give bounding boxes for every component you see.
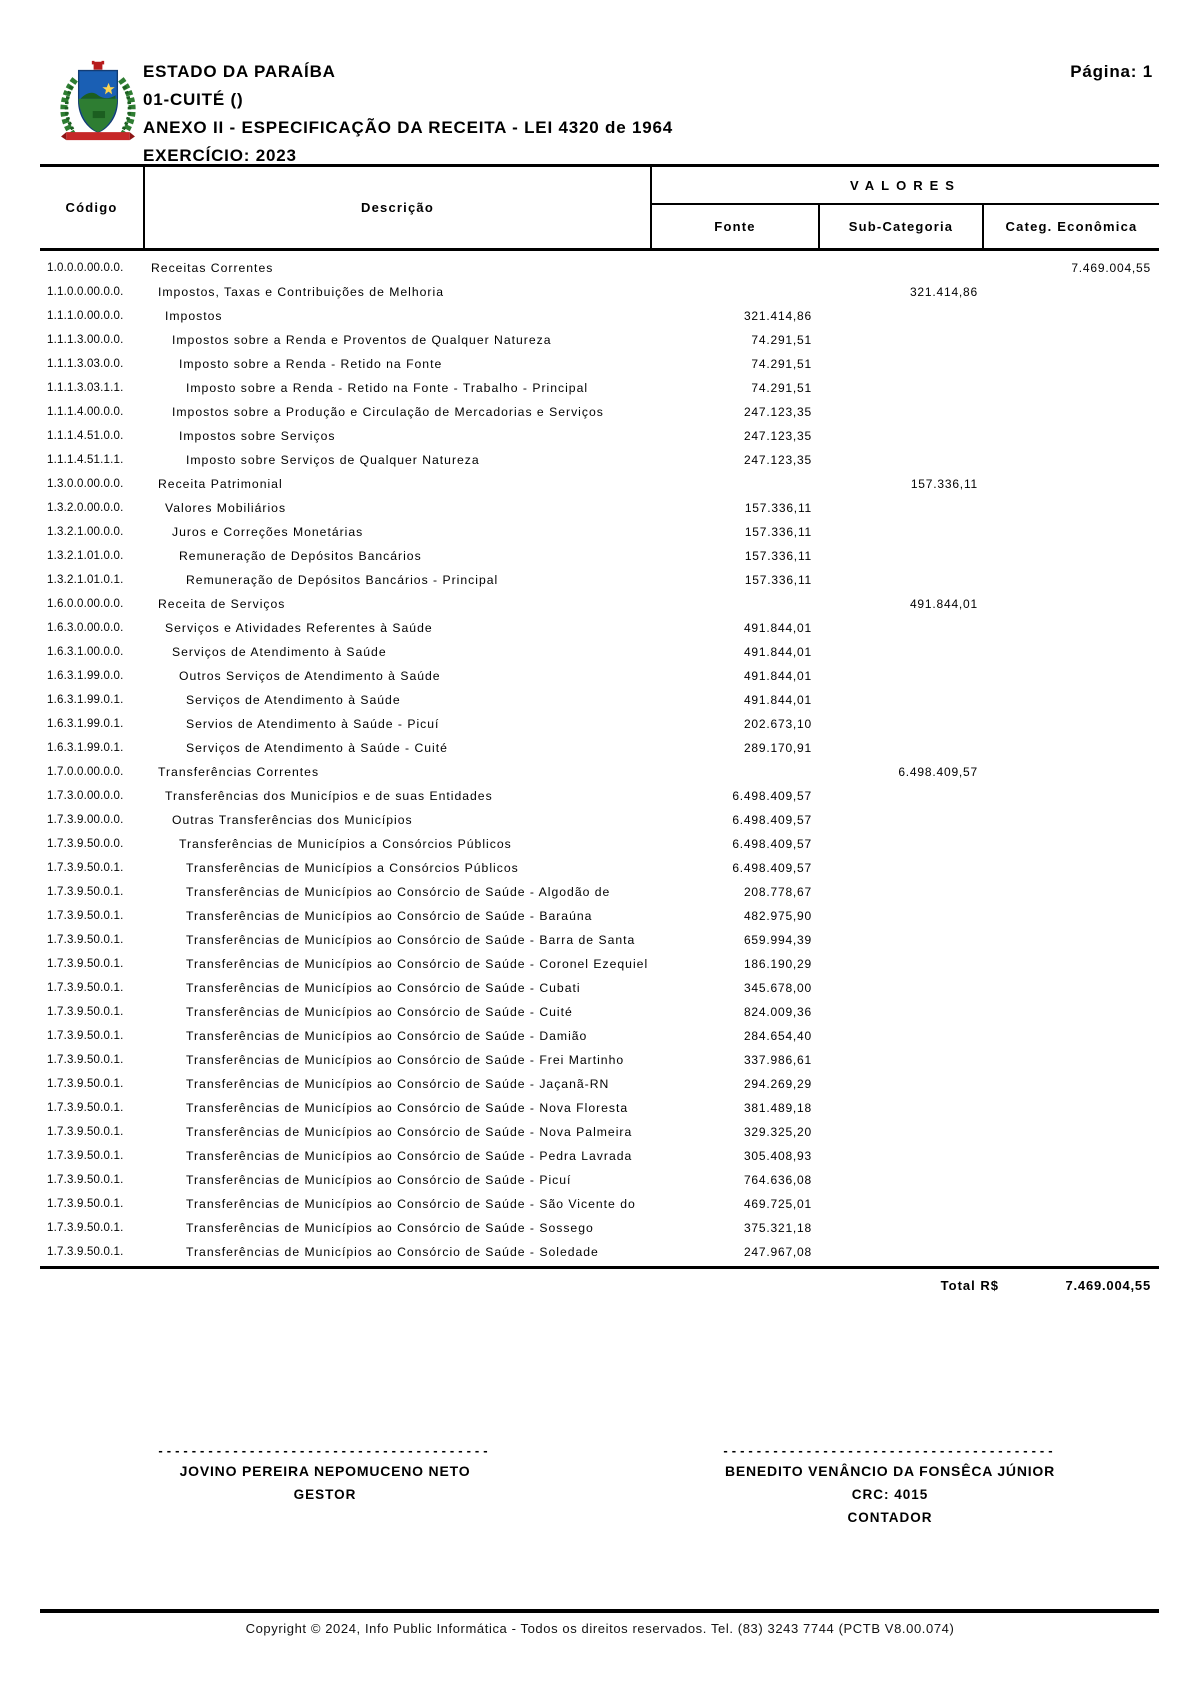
row-categ-economica	[982, 1168, 1159, 1192]
row-sub-categoria	[818, 1000, 982, 1024]
row-fonte: 247.123,35	[743, 429, 812, 443]
row-desc: Impostos sobre a Renda e Proventos de Qualquer Natureza	[172, 333, 552, 347]
signatory-crc: CRC: 4015	[851, 1487, 929, 1502]
row-fonte: 6.498.409,57	[732, 861, 812, 875]
row-fonte	[652, 280, 818, 304]
row-fonte: 247.123,35	[743, 405, 812, 419]
row-code: 1.3.2.1.01.0.1.	[47, 574, 124, 586]
row-code: 1.1.1.3.00.0.0.	[47, 334, 124, 346]
signature-line: ----------------------------------------	[158, 1443, 492, 1458]
row-sub-categoria	[818, 328, 982, 352]
row-fonte: 208.778,67	[743, 885, 812, 899]
row-fonte: 824.009,36	[743, 1005, 812, 1019]
row-categ-economica	[982, 376, 1159, 400]
row-code: 1.7.3.9.50.0.1.	[47, 1054, 124, 1066]
row-categ-economica	[982, 736, 1159, 760]
table-row	[40, 352, 1159, 376]
row-categ-economica	[982, 832, 1159, 856]
row-fonte: 289.170,91	[743, 741, 812, 755]
row-fonte: 469.725,01	[743, 1197, 812, 1211]
row-desc: Serviços de Atendimento à Saúde	[186, 693, 401, 707]
row-categ-economica	[982, 880, 1159, 904]
revenue-table	[40, 164, 1159, 1303]
row-code: 1.1.1.3.03.0.0.	[47, 358, 124, 370]
row-code: 1.6.3.0.00.0.0.	[47, 622, 124, 634]
table-row	[40, 712, 1159, 736]
row-desc: Transferências de Municípios ao Consórcio de Saúde - Barra de Santa	[186, 933, 636, 947]
row-categ-economica	[982, 448, 1159, 472]
row-code: 1.7.3.9.50.0.1.	[47, 1198, 124, 1210]
signature-line: ----------------------------------------	[723, 1443, 1057, 1458]
table-row	[40, 664, 1159, 688]
table-row	[40, 1072, 1159, 1096]
table-row	[40, 1048, 1159, 1072]
row-desc: Juros e Correções Monetárias	[172, 525, 364, 539]
table-row	[40, 400, 1159, 424]
row-code: 1.7.0.0.00.0.0.	[47, 766, 124, 778]
col-header-codigo: Código	[40, 167, 145, 248]
row-fonte: 321.414,86	[743, 309, 812, 323]
row-sub-categoria	[818, 304, 982, 328]
row-desc: Serviços de Atendimento à Saúde	[172, 645, 387, 659]
row-fonte: 157.336,11	[744, 573, 812, 587]
row-desc: Transferências de Municípios ao Consórcio de Saúde - Baraúna	[186, 909, 593, 923]
row-categ-economica	[982, 928, 1159, 952]
row-categ-economica	[982, 1072, 1159, 1096]
row-desc: Valores Mobiliários	[165, 501, 287, 515]
table-row	[40, 448, 1159, 472]
row-sub-categoria	[818, 1216, 982, 1240]
row-categ-economica	[982, 280, 1159, 304]
row-code: 1.1.1.4.51.0.0.	[47, 430, 124, 442]
row-sub-categoria	[818, 640, 982, 664]
table-row	[40, 280, 1159, 304]
row-code: 1.7.3.9.50.0.1.	[47, 1006, 124, 1018]
table-row	[40, 1096, 1159, 1120]
row-desc: Transferências de Municípios a Consórcios Públicos	[186, 861, 519, 875]
row-code: 1.7.3.9.50.0.1.	[47, 1078, 124, 1090]
row-code: 1.1.1.4.00.0.0.	[47, 406, 124, 418]
row-categ-economica	[982, 952, 1159, 976]
row-desc: Transferências dos Municípios e de suas Entidades	[165, 789, 493, 803]
row-sub-categoria	[818, 1024, 982, 1048]
table-row	[40, 976, 1159, 1000]
row-sub-categoria	[818, 712, 982, 736]
row-code: 1.7.3.9.50.0.1.	[47, 934, 124, 946]
row-desc: Transferências de Municípios ao Consórcio de Saúde - São Vicente do	[186, 1197, 636, 1211]
col-header-sub-categoria: Sub-Categoria	[818, 205, 982, 248]
row-sub-categoria	[818, 568, 982, 592]
row-categ-economica	[982, 856, 1159, 880]
row-code: 1.6.3.1.99.0.1.	[47, 718, 124, 730]
row-categ-economica	[982, 904, 1159, 928]
row-sub-categoria: 6.498.409,57	[898, 765, 978, 779]
row-categ-economica	[982, 1240, 1159, 1264]
row-sub-categoria	[818, 1096, 982, 1120]
row-fonte: 305.408,93	[743, 1149, 812, 1163]
row-fonte: 345.678,00	[743, 981, 812, 995]
row-fonte: 284.654,40	[743, 1029, 812, 1043]
row-fonte: 186.190,29	[743, 957, 812, 971]
total-row	[40, 1269, 1159, 1303]
row-sub-categoria	[818, 1120, 982, 1144]
row-fonte: 6.498.409,57	[732, 813, 812, 827]
total-value: 7.469.004,55	[1065, 1278, 1151, 1293]
row-categ-economica: 7.469.004,55	[1071, 261, 1151, 275]
report-title: ANEXO II - ESPECIFICAÇÃO DA RECEITA - LEI 4320 de 1964	[143, 118, 674, 137]
row-categ-economica	[982, 616, 1159, 640]
row-sub-categoria	[818, 664, 982, 688]
signatory-role-contador: CONTADOR	[847, 1510, 933, 1525]
table-row	[40, 1000, 1159, 1024]
row-fonte: 659.994,39	[743, 933, 812, 947]
row-categ-economica	[982, 520, 1159, 544]
row-categ-economica	[982, 472, 1159, 496]
table-row	[40, 520, 1159, 544]
row-desc: Transferências de Municípios ao Consórcio de Saúde - Sossego	[186, 1221, 594, 1235]
row-code: 1.3.2.1.00.0.0.	[47, 526, 124, 538]
report-header	[143, 58, 673, 170]
row-code: 1.1.1.3.03.1.1.	[47, 382, 124, 394]
row-code: 1.7.3.0.00.0.0.	[47, 790, 124, 802]
row-code: 1.6.3.1.00.0.0.	[47, 646, 124, 658]
table-row	[40, 424, 1159, 448]
row-sub-categoria	[818, 544, 982, 568]
table-row	[40, 304, 1159, 328]
paraiba-coat-of-arms-icon	[54, 60, 142, 148]
row-sub-categoria	[818, 376, 982, 400]
row-categ-economica	[982, 1096, 1159, 1120]
table-row	[40, 760, 1159, 784]
row-desc: Impostos	[165, 309, 223, 323]
row-sub-categoria	[818, 784, 982, 808]
table-row	[40, 1168, 1159, 1192]
table-row	[40, 616, 1159, 640]
table-row	[40, 832, 1159, 856]
exercise-year: EXERCÍCIO: 2023	[143, 146, 297, 165]
row-sub-categoria	[818, 424, 982, 448]
row-code: 1.6.3.1.99.0.1.	[47, 742, 124, 754]
row-fonte: 74.291,51	[751, 333, 812, 347]
row-fonte	[652, 472, 818, 496]
row-fonte: 294.269,29	[743, 1077, 812, 1091]
footer-rule	[40, 1609, 1159, 1613]
row-code: 1.1.0.0.00.0.0.	[47, 286, 124, 298]
row-categ-economica	[982, 496, 1159, 520]
row-sub-categoria	[818, 496, 982, 520]
table-row	[40, 376, 1159, 400]
row-desc: Imposto sobre Serviços de Qualquer Natureza	[186, 453, 480, 467]
table-row	[40, 328, 1159, 352]
table-row	[40, 1216, 1159, 1240]
row-categ-economica	[982, 1216, 1159, 1240]
row-code: 1.7.3.9.50.0.0.	[47, 838, 124, 850]
row-desc: Transferências Correntes	[158, 765, 320, 779]
signatory-role-gestor: GESTOR	[293, 1487, 357, 1502]
row-categ-economica	[982, 664, 1159, 688]
signatory-name-gestor: JOVINO PEREIRA NEPOMUCENO NETO	[179, 1463, 471, 1479]
row-categ-economica	[982, 784, 1159, 808]
table-row	[40, 1144, 1159, 1168]
row-code: 1.3.2.0.00.0.0.	[47, 502, 124, 514]
row-desc: Impostos sobre Serviços	[179, 429, 336, 443]
row-categ-economica	[982, 1000, 1159, 1024]
row-categ-economica	[982, 760, 1159, 784]
row-categ-economica	[982, 640, 1159, 664]
row-fonte: 6.498.409,57	[732, 837, 812, 851]
row-fonte: 491.844,01	[743, 621, 812, 635]
row-code: 1.1.1.4.51.1.1.	[47, 454, 124, 466]
row-desc: Transferências de Municípios ao Consórcio de Saúde - Nova Floresta	[186, 1101, 629, 1115]
row-sub-categoria	[818, 1072, 982, 1096]
col-header-fonte: Fonte	[714, 219, 756, 234]
row-categ-economica	[982, 808, 1159, 832]
row-fonte: 381.489,18	[743, 1101, 812, 1115]
row-desc: Transferências de Municípios ao Consórcio de Saúde - Cubati	[186, 981, 581, 995]
row-code: 1.7.3.9.50.0.1.	[47, 1102, 124, 1114]
row-code: 1.7.3.9.00.0.0.	[47, 814, 124, 826]
row-desc: Transferências de Municípios ao Consórcio de Saúde - Cuité	[186, 1005, 573, 1019]
row-desc: Transferências de Municípios ao Consórcio de Saúde - Soledade	[186, 1245, 599, 1259]
row-categ-economica	[982, 592, 1159, 616]
row-code: 1.7.3.9.50.0.1.	[47, 1174, 124, 1186]
row-sub-categoria	[818, 1048, 982, 1072]
row-fonte: 74.291,51	[751, 381, 812, 395]
row-desc: Transferências de Municípios ao Consórcio de Saúde - Coronel Ezequiel	[186, 957, 649, 971]
row-sub-categoria	[818, 688, 982, 712]
row-code: 1.1.1.0.00.0.0.	[47, 310, 124, 322]
row-fonte: 157.336,11	[744, 549, 812, 563]
table-header	[40, 164, 1159, 251]
table-row	[40, 928, 1159, 952]
row-categ-economica	[982, 1144, 1159, 1168]
row-fonte: 491.844,01	[743, 645, 812, 659]
row-sub-categoria: 491.844,01	[909, 597, 978, 611]
row-categ-economica	[982, 712, 1159, 736]
row-code: 1.6.3.1.99.0.1.	[47, 694, 124, 706]
row-sub-categoria	[818, 736, 982, 760]
row-fonte: 337.986,61	[743, 1053, 812, 1067]
row-categ-economica	[982, 1120, 1159, 1144]
row-code: 1.7.3.9.50.0.1.	[47, 982, 124, 994]
row-sub-categoria	[818, 1192, 982, 1216]
row-code: 1.6.0.0.00.0.0.	[47, 598, 124, 610]
row-desc: Impostos, Taxas e Contribuições de Melhoria	[158, 285, 444, 299]
row-code: 1.7.3.9.50.0.1.	[47, 1222, 124, 1234]
col-header-descricao: Descrição	[145, 167, 652, 248]
table-row	[40, 1192, 1159, 1216]
row-sub-categoria	[818, 448, 982, 472]
row-code: 1.3.0.0.00.0.0.	[47, 478, 124, 490]
row-desc: Transferências de Municípios ao Consórcio de Saúde - Picuí	[186, 1173, 572, 1187]
row-fonte: 6.498.409,57	[732, 789, 812, 803]
signature-block-contador	[690, 1443, 1090, 1529]
col-header-valores: VALORES	[652, 167, 1159, 205]
row-fonte: 329.325,20	[743, 1125, 812, 1139]
col-header-categ-economica: Categ. Econômica	[982, 205, 1159, 248]
row-sub-categoria	[818, 256, 982, 280]
row-desc: Transferências de Municípios ao Consórcio de Saúde - Pedra Lavrada	[186, 1149, 633, 1163]
row-code: 1.6.3.1.99.0.0.	[47, 670, 124, 682]
table-body	[40, 251, 1159, 1269]
table-row	[40, 472, 1159, 496]
row-code: 1.0.0.0.00.0.0.	[47, 262, 124, 274]
table-row	[40, 1024, 1159, 1048]
row-code: 1.7.3.9.50.0.1.	[47, 958, 124, 970]
row-desc: Remuneração de Depósitos Bancários	[179, 549, 422, 563]
row-fonte	[652, 760, 818, 784]
row-desc: Outras Transferências dos Municípios	[172, 813, 413, 827]
state-name: ESTADO DA PARAÍBA	[143, 62, 336, 81]
row-desc: Transferências de Municípios ao Consórcio de Saúde - Frei Martinho	[186, 1053, 625, 1067]
table-row	[40, 496, 1159, 520]
row-desc: Imposto sobre a Renda - Retido na Fonte	[179, 357, 443, 371]
table-row	[40, 736, 1159, 760]
table-row	[40, 1120, 1159, 1144]
row-desc: Transferências de Municípios ao Consórcio de Saúde - Algodão de	[186, 885, 611, 899]
row-sub-categoria	[818, 808, 982, 832]
table-row	[40, 256, 1159, 280]
row-sub-categoria	[818, 976, 982, 1000]
row-fonte: 491.844,01	[743, 669, 812, 683]
row-categ-economica	[982, 544, 1159, 568]
row-fonte: 74.291,51	[751, 357, 812, 371]
row-code: 1.3.2.1.01.0.0.	[47, 550, 124, 562]
table-row	[40, 856, 1159, 880]
row-desc: Receitas Correntes	[151, 261, 274, 275]
row-desc: Serviços de Atendimento à Saúde - Cuité	[186, 741, 448, 755]
row-sub-categoria	[818, 1240, 982, 1264]
table-row	[40, 592, 1159, 616]
row-sub-categoria: 157.336,11	[910, 477, 978, 491]
row-fonte: 247.967,08	[743, 1245, 812, 1259]
municipality-name: 01-CUITÉ ()	[143, 90, 244, 109]
row-sub-categoria	[818, 952, 982, 976]
table-row	[40, 568, 1159, 592]
row-categ-economica	[982, 304, 1159, 328]
row-code: 1.7.3.9.50.0.1.	[47, 1030, 124, 1042]
table-row	[40, 544, 1159, 568]
table-row	[40, 688, 1159, 712]
row-sub-categoria	[818, 928, 982, 952]
valores-header-group	[652, 167, 1159, 248]
row-desc: Servios de Atendimento à Saúde - Picuí	[186, 717, 440, 731]
copyright-text: Copyright © 2024, Info Public Informática - Todos os direitos reservados. Tel. (83) 3243 7744 (PCTB V8.00.074)	[245, 1621, 955, 1636]
row-desc: Serviços e Atividades Referentes à Saúde	[165, 621, 433, 635]
row-fonte: 764.636,08	[743, 1173, 812, 1187]
table-row	[40, 952, 1159, 976]
row-fonte	[652, 592, 818, 616]
row-desc: Outros Serviços de Atendimento à Saúde	[179, 669, 441, 683]
row-desc: Receita Patrimonial	[158, 477, 283, 491]
row-desc: Transferências de Municípios ao Consórcio de Saúde - Nova Palmeira	[186, 1125, 633, 1139]
page-number: Página: 1	[1070, 62, 1153, 81]
row-desc: Impostos sobre a Produção e Circulação de Mercadorias e Serviços	[172, 405, 604, 419]
row-sub-categoria	[818, 880, 982, 904]
row-sub-categoria	[818, 400, 982, 424]
row-code: 1.7.3.9.50.0.1.	[47, 1246, 124, 1258]
row-categ-economica	[982, 976, 1159, 1000]
table-row	[40, 784, 1159, 808]
row-sub-categoria	[818, 832, 982, 856]
row-categ-economica	[982, 352, 1159, 376]
table-row	[40, 1240, 1159, 1264]
row-categ-economica	[982, 328, 1159, 352]
row-desc: Transferências de Municípios ao Consórcio de Saúde - Jaçanã-RN	[186, 1077, 610, 1091]
row-code: 1.7.3.9.50.0.1.	[47, 1126, 124, 1138]
table-row	[40, 880, 1159, 904]
signature-block-gestor	[125, 1443, 525, 1506]
row-fonte: 157.336,11	[744, 525, 812, 539]
row-fonte: 375.321,18	[743, 1221, 812, 1235]
table-row	[40, 640, 1159, 664]
row-code: 1.7.3.9.50.0.1.	[47, 862, 124, 874]
total-label: Total R$	[940, 1278, 999, 1293]
row-fonte	[652, 256, 818, 280]
row-fonte: 247.123,35	[743, 453, 812, 467]
row-sub-categoria: 321.414,86	[909, 285, 978, 299]
row-categ-economica	[982, 1048, 1159, 1072]
row-fonte: 482.975,90	[743, 909, 812, 923]
row-categ-economica	[982, 568, 1159, 592]
row-code: 1.7.3.9.50.0.1.	[47, 1150, 124, 1162]
row-categ-economica	[982, 1192, 1159, 1216]
row-sub-categoria	[818, 616, 982, 640]
row-code: 1.7.3.9.50.0.1.	[47, 910, 124, 922]
row-desc: Receita de Serviços	[158, 597, 286, 611]
row-fonte: 202.673,10	[743, 717, 812, 731]
row-desc: Imposto sobre a Renda - Retido na Fonte - Trabalho - Principal	[186, 381, 589, 395]
row-categ-economica	[982, 1024, 1159, 1048]
row-code: 1.7.3.9.50.0.1.	[47, 886, 124, 898]
row-desc: Remuneração de Depósitos Bancários - Principal	[186, 573, 499, 587]
table-row	[40, 808, 1159, 832]
row-desc: Transferências de Municípios ao Consórcio de Saúde - Damião	[186, 1029, 588, 1043]
row-categ-economica	[982, 400, 1159, 424]
table-row	[40, 904, 1159, 928]
row-sub-categoria	[818, 1144, 982, 1168]
row-desc: Transferências de Municípios a Consórcios Públicos	[179, 837, 512, 851]
row-sub-categoria	[818, 1168, 982, 1192]
row-sub-categoria	[818, 352, 982, 376]
row-sub-categoria	[818, 856, 982, 880]
row-categ-economica	[982, 688, 1159, 712]
signatory-name-contador: BENEDITO VENÂNCIO DA FONSÊCA JÚNIOR	[724, 1463, 1056, 1479]
row-categ-economica	[982, 424, 1159, 448]
row-fonte: 157.336,11	[744, 501, 812, 515]
row-fonte: 491.844,01	[743, 693, 812, 707]
row-sub-categoria	[818, 904, 982, 928]
row-sub-categoria	[818, 520, 982, 544]
